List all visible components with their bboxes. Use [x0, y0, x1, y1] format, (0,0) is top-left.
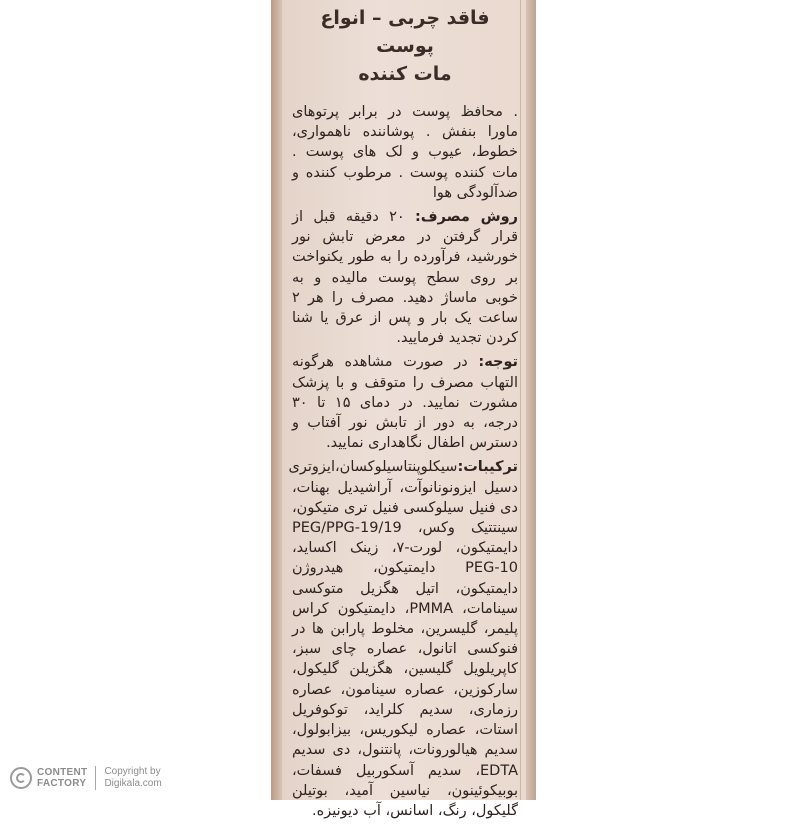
heading-line-1: فاقد چربی – انواع پوست — [320, 7, 490, 57]
watermark-copyright — [104, 766, 161, 790]
heading-line-2: مات کننده — [358, 63, 452, 85]
ingredients-paragraph — [288, 457, 518, 821]
watermark — [10, 762, 162, 794]
label-heading — [292, 4, 518, 88]
ingredients-label: ترکیبات: — [457, 459, 518, 476]
box-right-edge — [526, 0, 536, 800]
caution-text: در صورت مشاهده هرگونه التهاب مصرف را متوقف و با پزشک مشورت نمایید. در دمای ۱۵ تا ۳۰ درجه، به دور از تابش نور آفتاب و دسترس اطفال نگاهداری نمایید. — [292, 354, 518, 452]
caution-label: توجه: — [478, 354, 518, 371]
box-fold-line — [520, 0, 521, 800]
usage-label: روش مصرف: — [414, 209, 518, 226]
watermark-brand — [37, 767, 87, 789]
watermark-brand-line-2: FACTORY — [37, 778, 87, 789]
watermark-copyright-line-1: Copyright by — [104, 766, 161, 777]
content-factory-logo-icon — [10, 767, 32, 789]
watermark-copyright-line-2: Digikala.com — [104, 778, 162, 789]
watermark-divider — [95, 766, 96, 790]
caution-paragraph — [292, 352, 518, 453]
box-left-edge — [271, 0, 282, 800]
watermark-brand-line-1: CONTENT — [37, 767, 88, 778]
usage-text: ۲۰ دقیقه قبل از قرار گرفتن در معرض تابش نور خورشید، فرآورده را به طور یکنواخت بر روی سطح پوست مالیده و به خوبی ماساژ دهید. مصرف را هر ۲ ساعت یک بار و پس از عرق یا شنا کردن تجدید فرمایید. — [292, 209, 518, 347]
usage-paragraph — [292, 207, 518, 348]
product-box-panel — [282, 0, 526, 819]
label-text-block — [288, 4, 518, 825]
features-paragraph: . محافظ پوست در برابر پرتوهای ماورا بنفش . پوشاننده ناهمواری، خطوط، عیوب و لک های پوست . مات کننده پوست . مرطوب کننده و ضدآلودگی هوا — [292, 104, 518, 201]
ingredients-text: سیکلوپنتاسیلوکسان،ایزوتری دسیل ایزونونانوآت، آراشیدیل بهنات، دی فنیل سیلوکسی فنیل تری متیکون، سینتتیک وکس، PEG/PPG-19/19 دایمتیکون، لورت-۷، زینک اکساید، PEG-10 دایمتیکون، هیدروژن دایمتیکون، اتیل هگزیل متوکسی سینامات، PMMA، دایمتیکون کراس پلیمر، گلیسرین، مخلوط پارابن ها در فنوکسی اتانول، عصاره چای سبز، کاپریلویل گلیسین، هگزیلن گلیکول، سارکوزین، عصاره سینامون، عصاره رزماری، سدیم کلراید، توکوفریل استات، عصاره لیکوریس، بیزابولول، سدیم هیالورونات، پانتنول، دی سدیم EDTA، سدیم آسکوربیل فسفات، بوبیکوئینون، نیاسین آمید، بوتیلن گلیکول، رنگ، اسانس، آب دیونیزه. — [288, 459, 518, 819]
